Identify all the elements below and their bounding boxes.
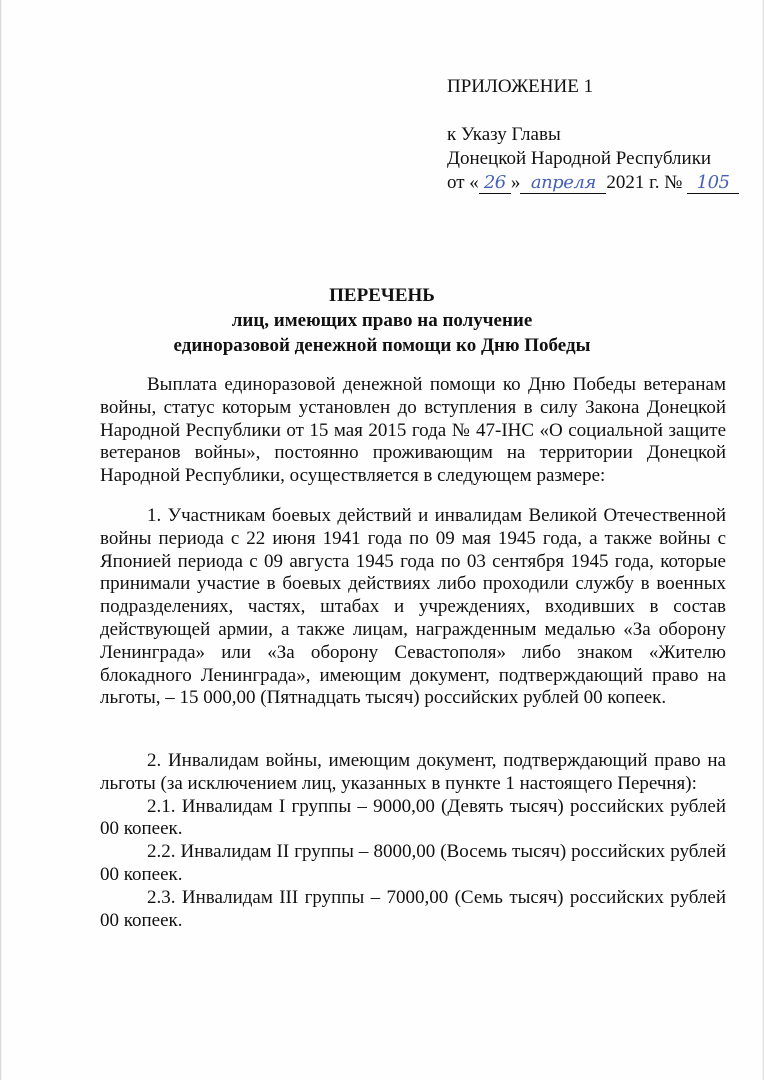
item-2-3-paragraph: 2.3. Инвалидам III группы – 7000,00 (Семь тысяч) российских рублей 00 копеек.: [100, 886, 726, 931]
appendix-title: ПРИЛОЖЕНИЕ 1: [447, 76, 594, 97]
appendix-date-line: [447, 170, 739, 194]
appendix-header: [447, 74, 739, 194]
date-month-field: [520, 173, 606, 194]
appendix-line-decree: к Указу Главы: [447, 124, 561, 145]
item-1-section: [100, 505, 726, 710]
document-title: [0, 283, 764, 358]
appendix-line-republic: Донецкой Народной Республики: [447, 148, 712, 169]
date-day-field: [479, 173, 511, 194]
title-line-1: ПЕРЕЧЕНЬ: [329, 285, 435, 306]
handwritten-number: 105: [696, 172, 730, 193]
date-mid: »: [510, 172, 521, 193]
item-2-paragraph: 2. Инвалидам войны, имеющим документ, подтверждающий право на льготы (за исключением лиц, указанных в пункте 1 настоящего Перечня):: [100, 750, 726, 794]
intro-section: [100, 374, 726, 488]
handwritten-day: 26: [483, 172, 506, 193]
page-edge-left: [0, 0, 2, 1080]
handwritten-month: апреля: [530, 172, 596, 193]
date-suffix: 2021 г. №: [606, 172, 683, 193]
date-prefix: от «: [447, 172, 479, 193]
title-line-2: лиц, имеющих право на получение: [231, 310, 533, 331]
title-line-3: единоразовой денежной помощи ко Дню Победы: [173, 335, 591, 356]
decree-number-field: [687, 173, 739, 194]
item-2-1-paragraph: 2.1. Инвалидам I группы – 9000,00 (Девять тысяч) российских рублей 00 копеек.: [100, 795, 726, 840]
item-2-section: [100, 750, 726, 932]
item-1-paragraph: 1. Участникам боевых действий и инвалидам Великой Отечественной войны периода с 22 июня 1941 года по 09 мая 1945 года, а также войны с Японией периода с 09 августа 1945 года по 03 сентября 1945 года, которые принимали участие в боевых действиях либо проходили службу в военных подразделениях, частях, штабах и учреждениях, входивших в состав действующей армии, а также лицам, награжденным медалью «За оборону Ленинграда» или «За оборону Севастополя» либо знаком «Жителю блокадного Ленинграда», имеющим документ, подтверждающий право на льготы, – 15 000,00 (Пятнадцать тысяч) российских рублей 00 копеек.: [100, 505, 726, 709]
intro-paragraph: Выплата единоразовой денежной помощи ко Дню Победы ветеранам войны, статус которым установлен до вступления в силу Закона Донецкой Народной Республики от 15 мая 2015 года № 47-IНС «О социальной защите ветеранов войны», постоянно проживающим на территории Донецкой Народной Республики, осуществляется в следующем размере:: [100, 374, 726, 487]
item-2-2-paragraph: 2.2. Инвалидам II группы – 8000,00 (Восемь тысяч) российских рублей 00 копеек.: [100, 841, 726, 885]
